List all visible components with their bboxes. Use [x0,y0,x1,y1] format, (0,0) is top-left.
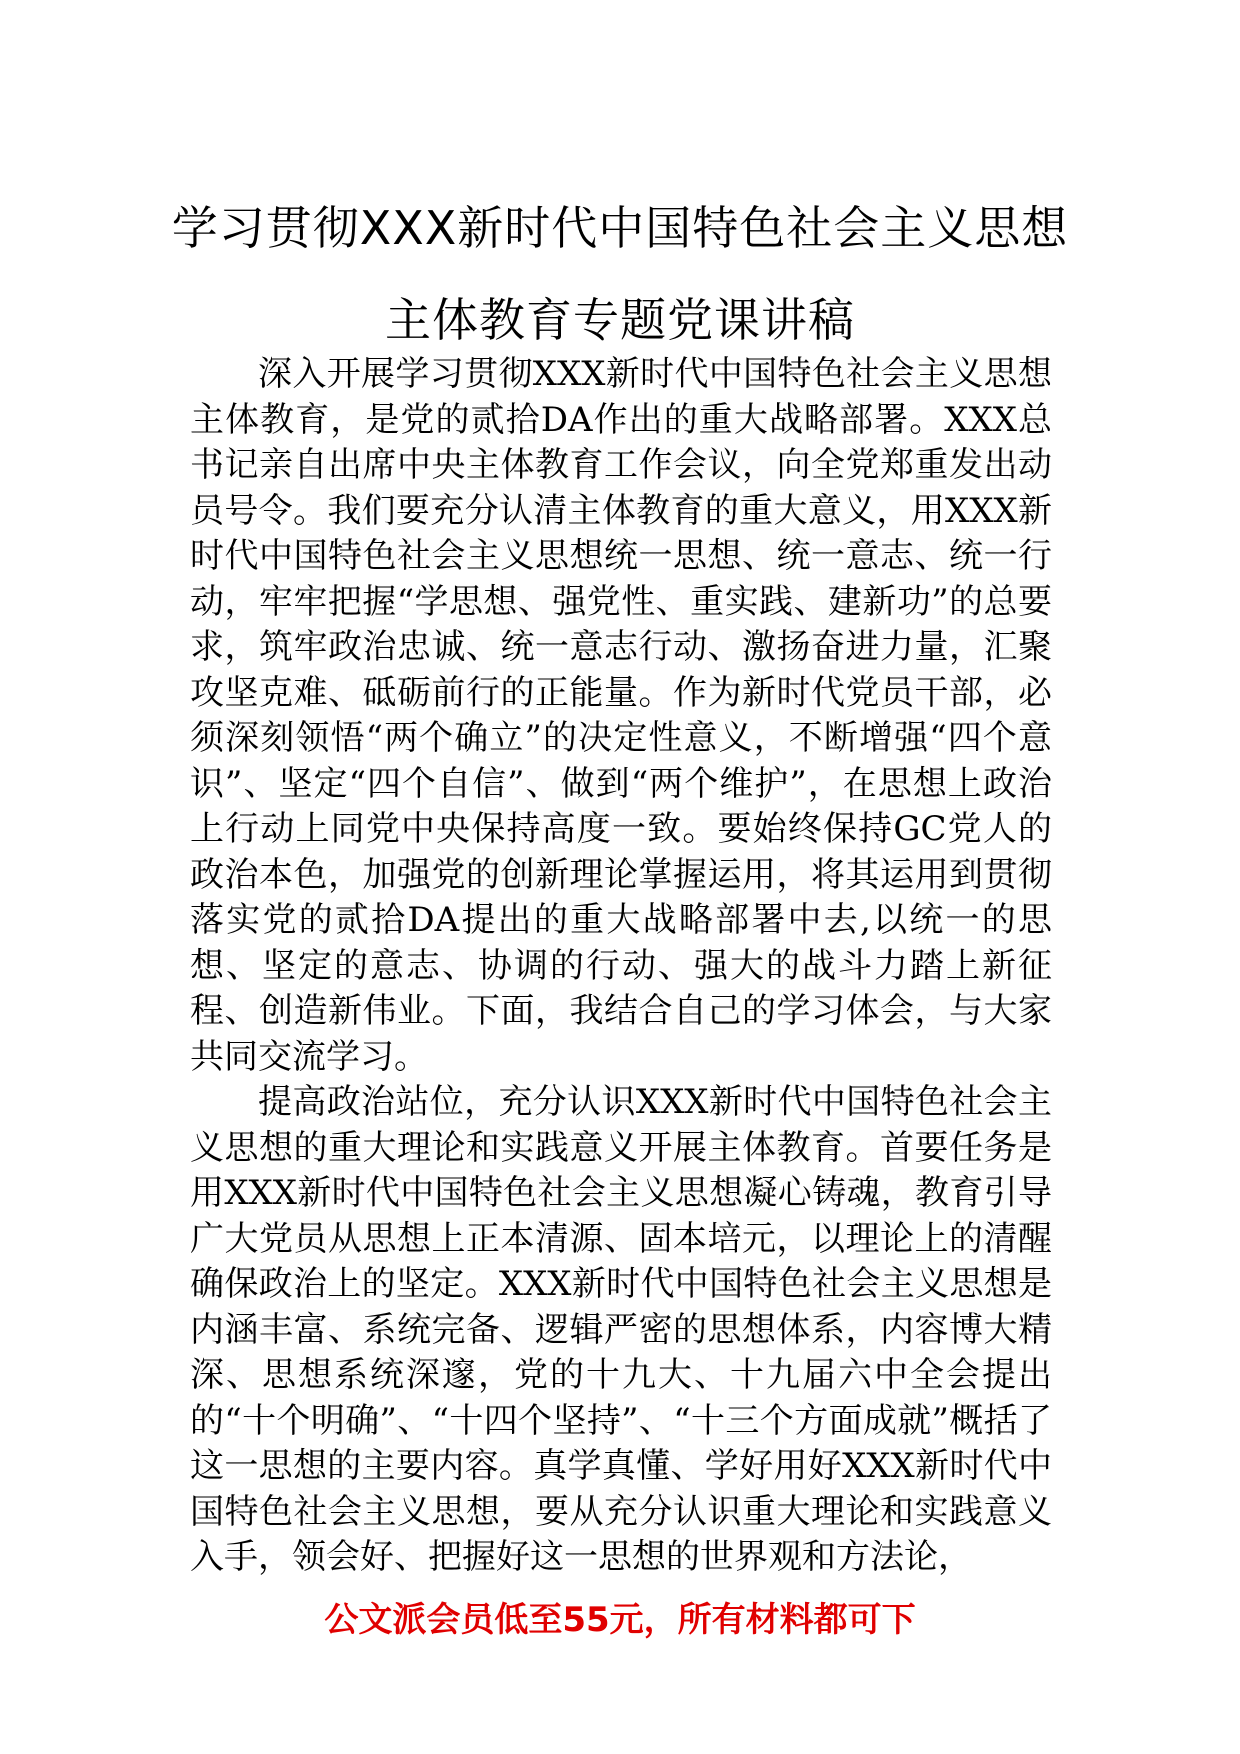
document-body [190,352,1052,1581]
paragraph-intro: 深入开展学习贯彻XXX新时代中国特色社会主义思想主体教育，是党的贰拾DA作出的重大战略部署。XXX总书记亲自出席中央主体教育工作会议，向全党郑重发出动员号令。我们要充分认清主体教育的重大意义，用XXX新时代中国特色社会主义思想统一思想、统一意志、统一行动，牢牢把握“学思想、强党性、重实践、建新功”的总要求，筑牢政治忠诚、统一意志行动、激扬奋进力量，汇聚攻坚克难、砥砺前行的正能量。作为新时代党员干部，必须深刻领悟“两个确立”的决定性意义，不断增强“四个意识”、坚定“四个自信”、做到“两个维护”，在思想上政治上行动上同党中央保持高度一致。要始终保持GC党人的政治本色，加强党的创新理论掌握运用，将其运用到贯彻落实党的贰拾DA提出的重大战略部署中去,以统一的思想、坚定的意志、协调的行动、强大的战斗力踏上新征程、创造新伟业。下面，我结合自己的学习体会，与大家共同交流学习。 [190,354,1052,1077]
document-title: 学习贯彻XXX新时代中国特色社会主义思想主体教育专题党课讲稿 [171,201,1069,347]
footer-membership-notice: 公文派会员低至55元，所有材料都可下 [324,1600,916,1640]
paragraph-political-stance: 提高政治站位，充分认识XXX新时代中国特色社会主义思想的重大理论和实践意义开展主体教育。首要任务是用XXX新时代中国特色社会主义思想凝心铸魂，教育引导广大党员从思想上正本清源、固本培元，以理论上的清醒确保政治上的坚定。XXX新时代中国特色社会主义思想是内涵丰富、系统完备、逻辑严密的思想体系，内容博大精深、思想系统深邃，党的十九大、十九届六中全会提出的“十个明确”、“十四个坚持”、“十三个方面成就”概括了这一思想的主要内容。真学真懂、学好用好XXX新时代中国特色社会主义思想，要从充分认识重大理论和实践意义入手，领会好、把握好这一思想的世界观和方法论， [190,1082,1052,1577]
